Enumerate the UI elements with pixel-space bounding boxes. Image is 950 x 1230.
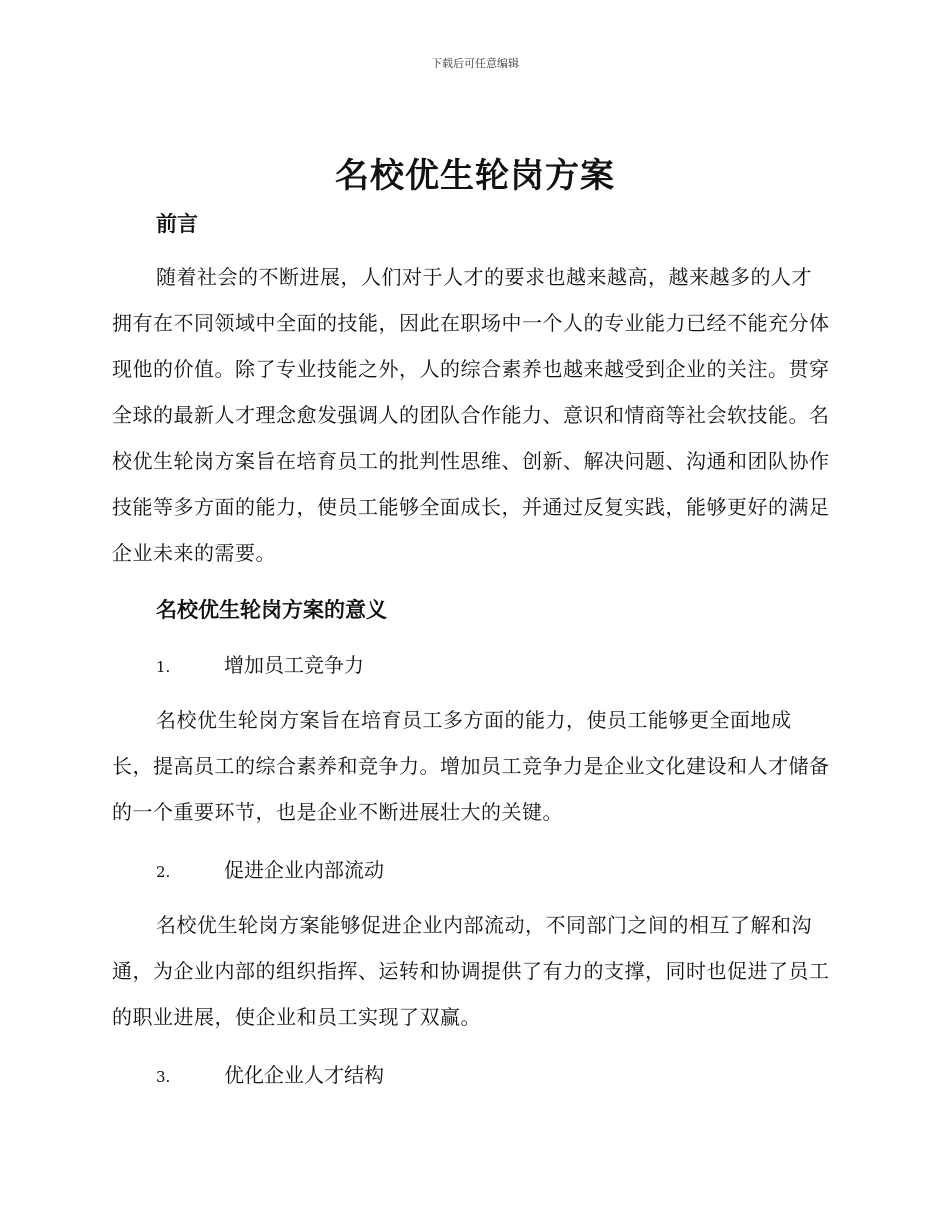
item-1-paragraph: 名校优生轮岗方案旨在培育员工多方面的能力，使员工能够更全面地成长，提高员工的综合素养和竞争力。增加员工竞争力是企业文化建设和人才储备的一个重要环节，也是企业不断进展壮大的关键。 [112,708,830,824]
list-item-title: 促进企业内部流动 [224,858,384,882]
list-item-3 [156,1059,384,1088]
list-item-number: 2. [156,863,171,881]
list-item-number: 1. [156,658,171,676]
preface-heading: 前言 [156,212,198,236]
page-header: 下载后可任意编辑 [431,57,519,70]
list-item-number: 3. [156,1068,171,1086]
document-title: 名校优生轮岗方案 [335,156,615,196]
item-2-paragraph: 名校优生轮岗方案能够促进企业内部流动，不同部门之间的相互了解和沟通，为企业内部的组织指挥、运转和协调提供了有力的支撑，同时也促进了员工的职业进展，使企业和员工实现了双赢。 [112,913,830,1029]
list-item-1 [156,649,364,678]
list-item-2 [156,854,384,883]
significance-heading: 名校优生轮岗方案的意义 [156,598,387,622]
list-item-title: 优化企业人才结构 [224,1063,384,1087]
preface-paragraph: 随着社会的不断进展，人们对于人才的要求也越来越高，越来越多的人才拥有在不同领域中全面的技能，因此在职场中一个人的专业能力已经不能充分体现他的价值。除了专业技能之外，人的综合素养也越来越受到企业的关注。贯穿全球的最新人才理念愈发强调人的团队合作能力、意识和情商等社会软技能。名校优生轮岗方案旨在培育员工的批判性思维、创新、解决问题、沟通和团队协作技能等多方面的能力，使员工能够全面成长，并通过反复实践，能够更好的满足企业未来的需要。 [112,265,830,565]
list-item-title: 增加员工竞争力 [224,653,364,677]
